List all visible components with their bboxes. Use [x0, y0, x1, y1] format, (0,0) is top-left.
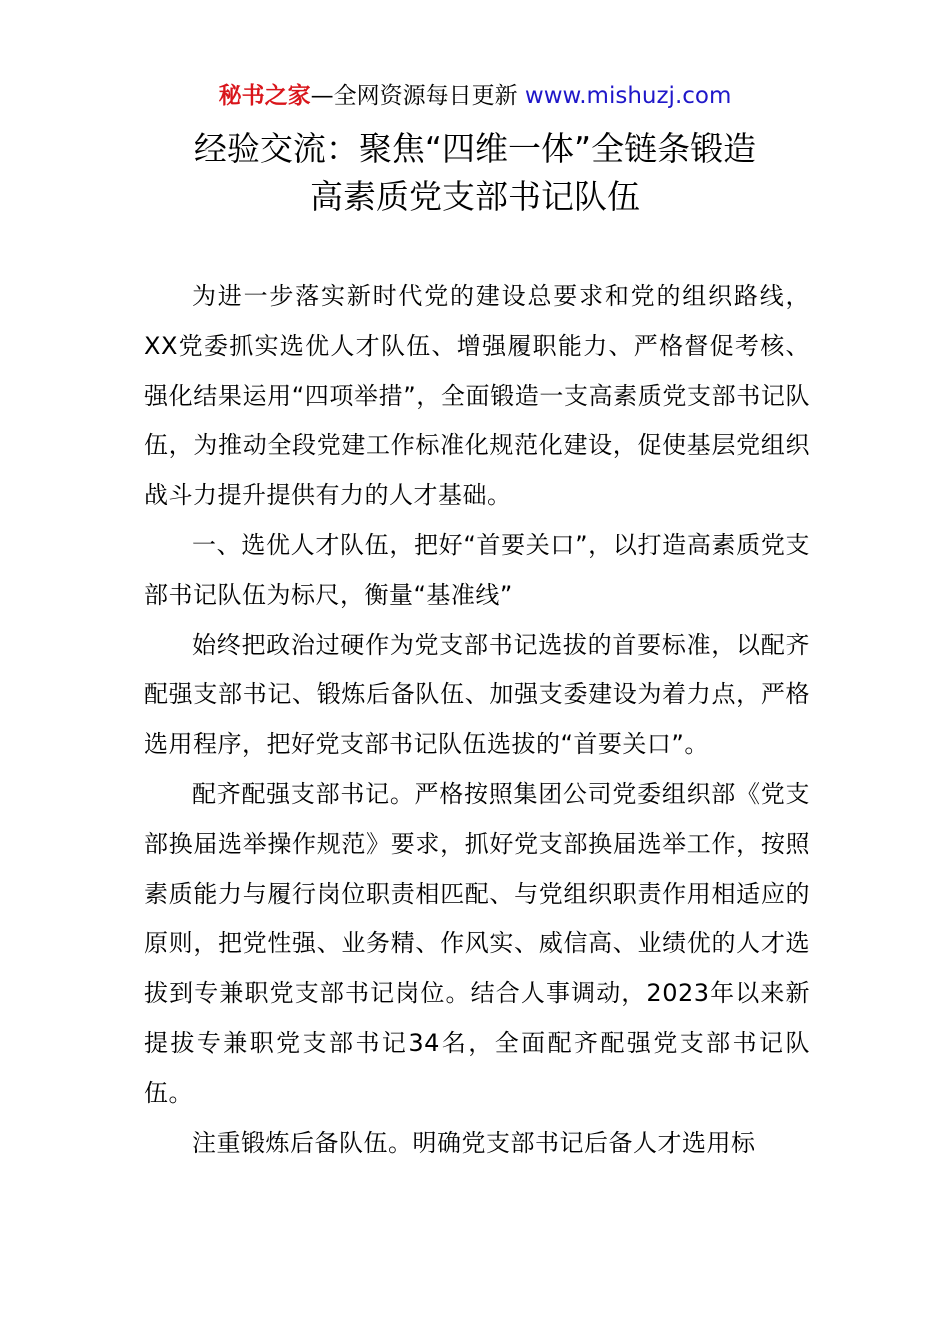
paragraph-branch-secretaries: 配齐配强支部书记。严格按照集团公司党委组织部《党支部换届选举操作规范》要求，抓好党支部换届选举工作，按照素质能力与履行岗位职责相匹配、与党组织职责作用相适应的原则，把党性强、业务精、作风实、威信高、业绩优的人才选拔到专兼职党支部书记岗位。结合人事调动，2023年以来新提拔专兼职党支部书记34名，全面配齐配强党支部书记队伍。: [144, 779, 810, 1107]
section-heading-1: 一、选优人才队伍，把好“首要关口”，以打造高素质党支部书记队伍为标尺，衡量“基准线”: [144, 530, 810, 609]
paragraph-intro: 为进一步落实新时代党的建设总要求和党的组织路线，XX党委抓实选优人才队伍、增强履职能力、严格督促考核、强化结果运用“四项举措”，全面锻造一支高素质党支部书记队伍，为推动全段党建工作标准化规范化建设，促使基层党组织战斗力提升提供有力的人才基础。: [144, 282, 810, 510]
paragraph-reserve-team: 注重锻炼后备队伍。明确党支部书记后备人才选用标: [192, 1128, 756, 1157]
document-body: [144, 272, 810, 1168]
document-title-line-1: 经验交流：聚焦“四维一体”全链条锻造: [193, 129, 757, 168]
site-header: [0, 80, 950, 112]
site-url-link[interactable]: www.mishuzj.com: [524, 83, 732, 109]
document-title-line-2: 高素质党支部书记队伍: [310, 177, 640, 216]
paragraph-section-1-summary: 始终把政治过硬作为党支部书记选拔的首要标准，以配齐配强支部书记、锻炼后备队伍、加强支委建设为着力点，严格选用程序，把好党支部书记队伍选拔的“首要关口”。: [144, 630, 810, 759]
header-tagline: —全网资源每日更新: [310, 83, 525, 109]
brand-name: 秘书之家: [218, 83, 311, 109]
document-title: [0, 125, 950, 221]
